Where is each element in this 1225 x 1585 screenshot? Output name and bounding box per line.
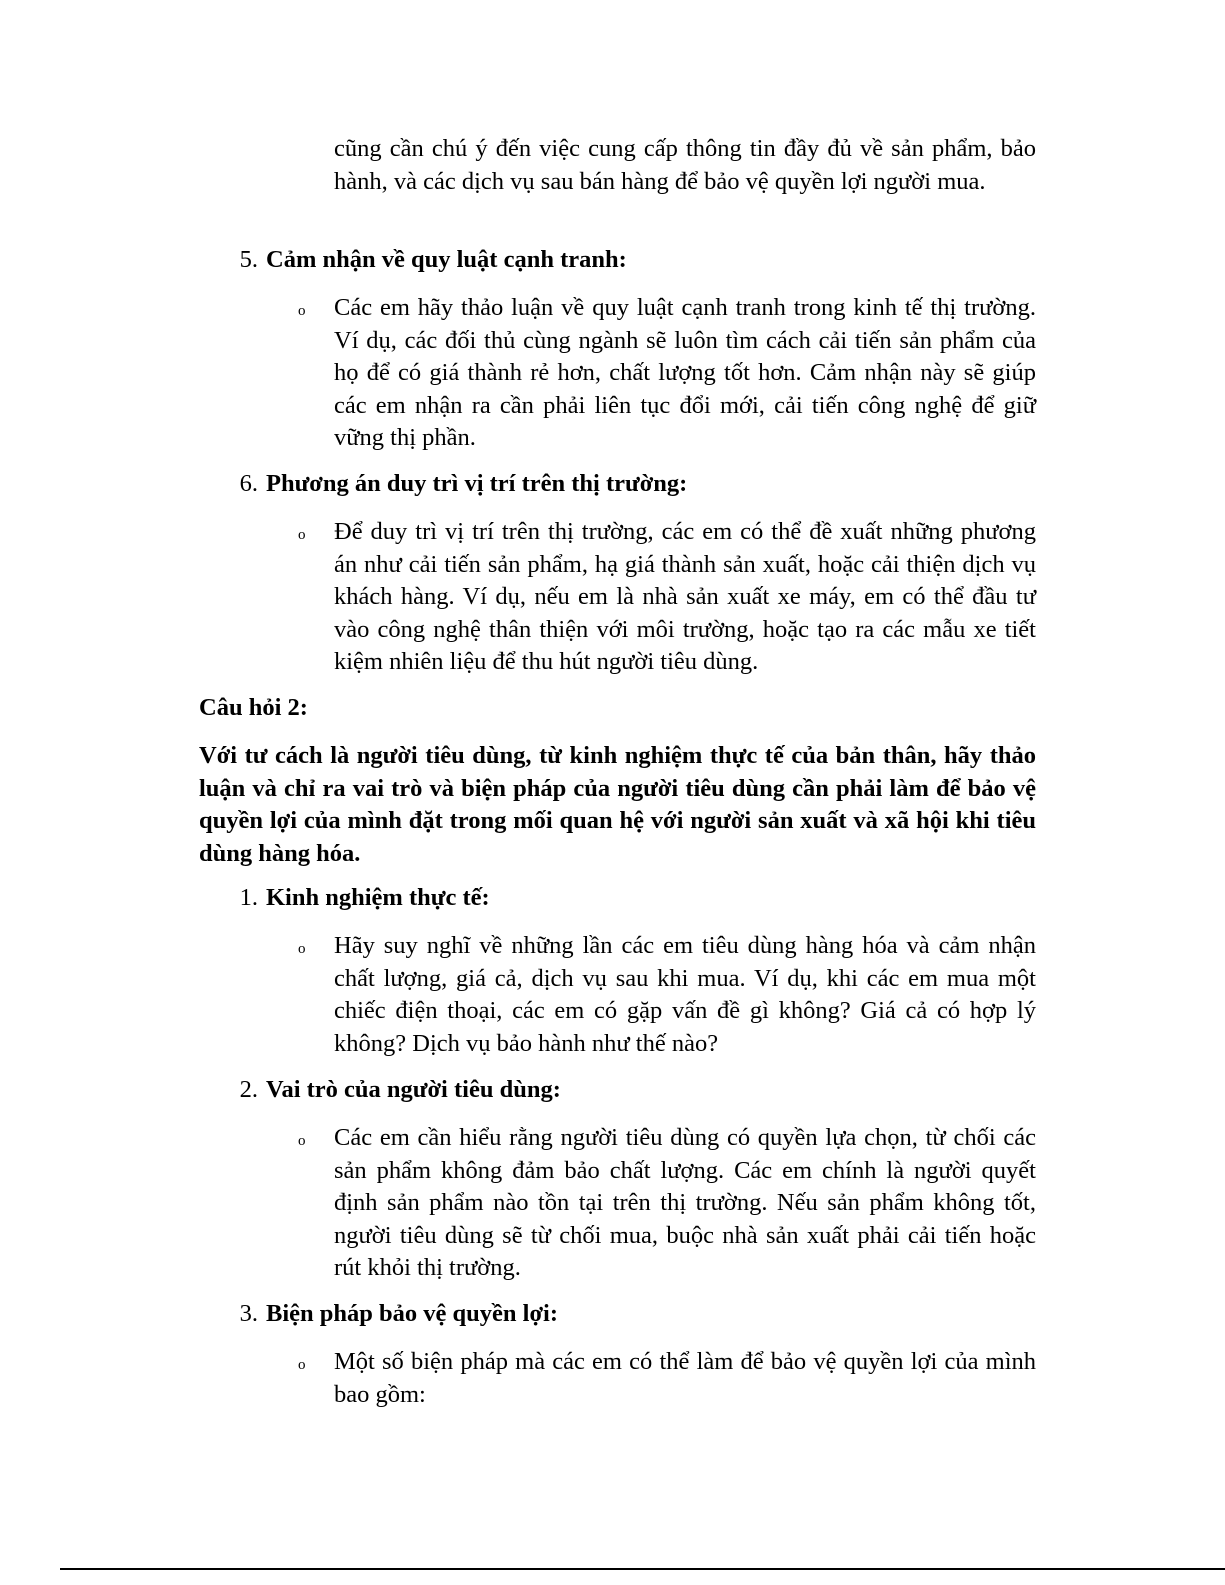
bullet-icon: o bbox=[298, 527, 306, 543]
list-item-number: 1. bbox=[239, 884, 258, 911]
list-item-text: Để duy trì vị trí trên thị trường, các em có thể đề xuất những phương án như cải tiến sản phẩm, hạ giá thành sản xuất, hoặc cải thiện dịch vụ khách hàng. Ví dụ, nếu em là nhà sản xuất xe máy, em có thể đầu tư vào công nghệ thân thiện với môi trường, hoặc tạo ra các mẫu xe tiết kiệm nhiên liệu để thu hút người tiêu dùng. bbox=[334, 518, 1036, 675]
list-item-number: 5. bbox=[239, 246, 258, 273]
list-item-title: Kinh nghiệm thực tế: bbox=[266, 884, 490, 911]
list-item-text: Các em hãy thảo luận về quy luật cạnh tranh trong kinh tế thị trường. Ví dụ, các đối thủ cùng ngành sẽ luôn tìm cách cải tiến sản phẩm của họ để có giá thành rẻ hơn, chất lượng tốt hơn. Cảm nhận này sẽ giúp các em nhận ra cần phải liên tục đổi mới, cải tiến công nghệ để giữ vững thị phần. bbox=[334, 294, 1036, 451]
bullet-icon: o bbox=[298, 1357, 306, 1373]
bullet-icon: o bbox=[298, 941, 306, 957]
bullet-icon: o bbox=[298, 303, 306, 319]
list-item-text: Các em cần hiểu rằng người tiêu dùng có quyền lựa chọn, từ chối các sản phẩm không đảm bảo chất lượng. Các em chính là người quyết định sản phẩm nào tồn tại trên thị trường. Nếu sản phẩm không tốt, người tiêu dùng sẽ từ chối mua, buộc nhà sản xuất phải cải tiến hoặc rút khỏi thị trường. bbox=[334, 1124, 1036, 1281]
list-item-title: Vai trò của người tiêu dùng: bbox=[266, 1076, 561, 1103]
page-bottom-rule bbox=[60, 1568, 1225, 1570]
continuation-paragraph: cũng cần chú ý đến việc cung cấp thông tin đầy đủ về sản phẩm, bảo hành, và các dịch vụ sau bán hàng để bảo vệ quyền lợi người mua. bbox=[334, 135, 1036, 195]
list-item-title: Cảm nhận về quy luật cạnh tranh: bbox=[266, 246, 627, 273]
list-item-title: Biện pháp bảo vệ quyền lợi: bbox=[266, 1300, 558, 1327]
bullet-icon: o bbox=[298, 1133, 306, 1149]
list-item-number: 6. bbox=[239, 470, 258, 497]
question-text: Với tư cách là người tiêu dùng, từ kinh nghiệm thực tế của bản thân, hãy thảo luận và chỉ ra vai trò và biện pháp của người tiêu dùng cần phải làm để bảo vệ quyền lợi của mình đặt trong mối quan hệ với người sản xuất và xã hội khi tiêu dùng hàng hóa. bbox=[199, 742, 1036, 867]
list-item-text: Một số biện pháp mà các em có thể làm để bảo vệ quyền lợi của mình bao gồm: bbox=[334, 1348, 1036, 1408]
list-item-number: 3. bbox=[239, 1300, 258, 1327]
question-title: Câu hỏi 2: bbox=[199, 694, 308, 721]
list-item-title: Phương án duy trì vị trí trên thị trường: bbox=[266, 470, 688, 497]
list-item-number: 2. bbox=[239, 1076, 258, 1103]
list-item-text: Hãy suy nghĩ về những lần các em tiêu dùng hàng hóa và cảm nhận chất lượng, giá cả, dịch vụ sau khi mua. Ví dụ, khi các em mua một chiếc điện thoại, các em có gặp vấn đề gì không? Giá cả có hợp lý không? Dịch vụ bảo hành như thế nào? bbox=[334, 932, 1036, 1057]
